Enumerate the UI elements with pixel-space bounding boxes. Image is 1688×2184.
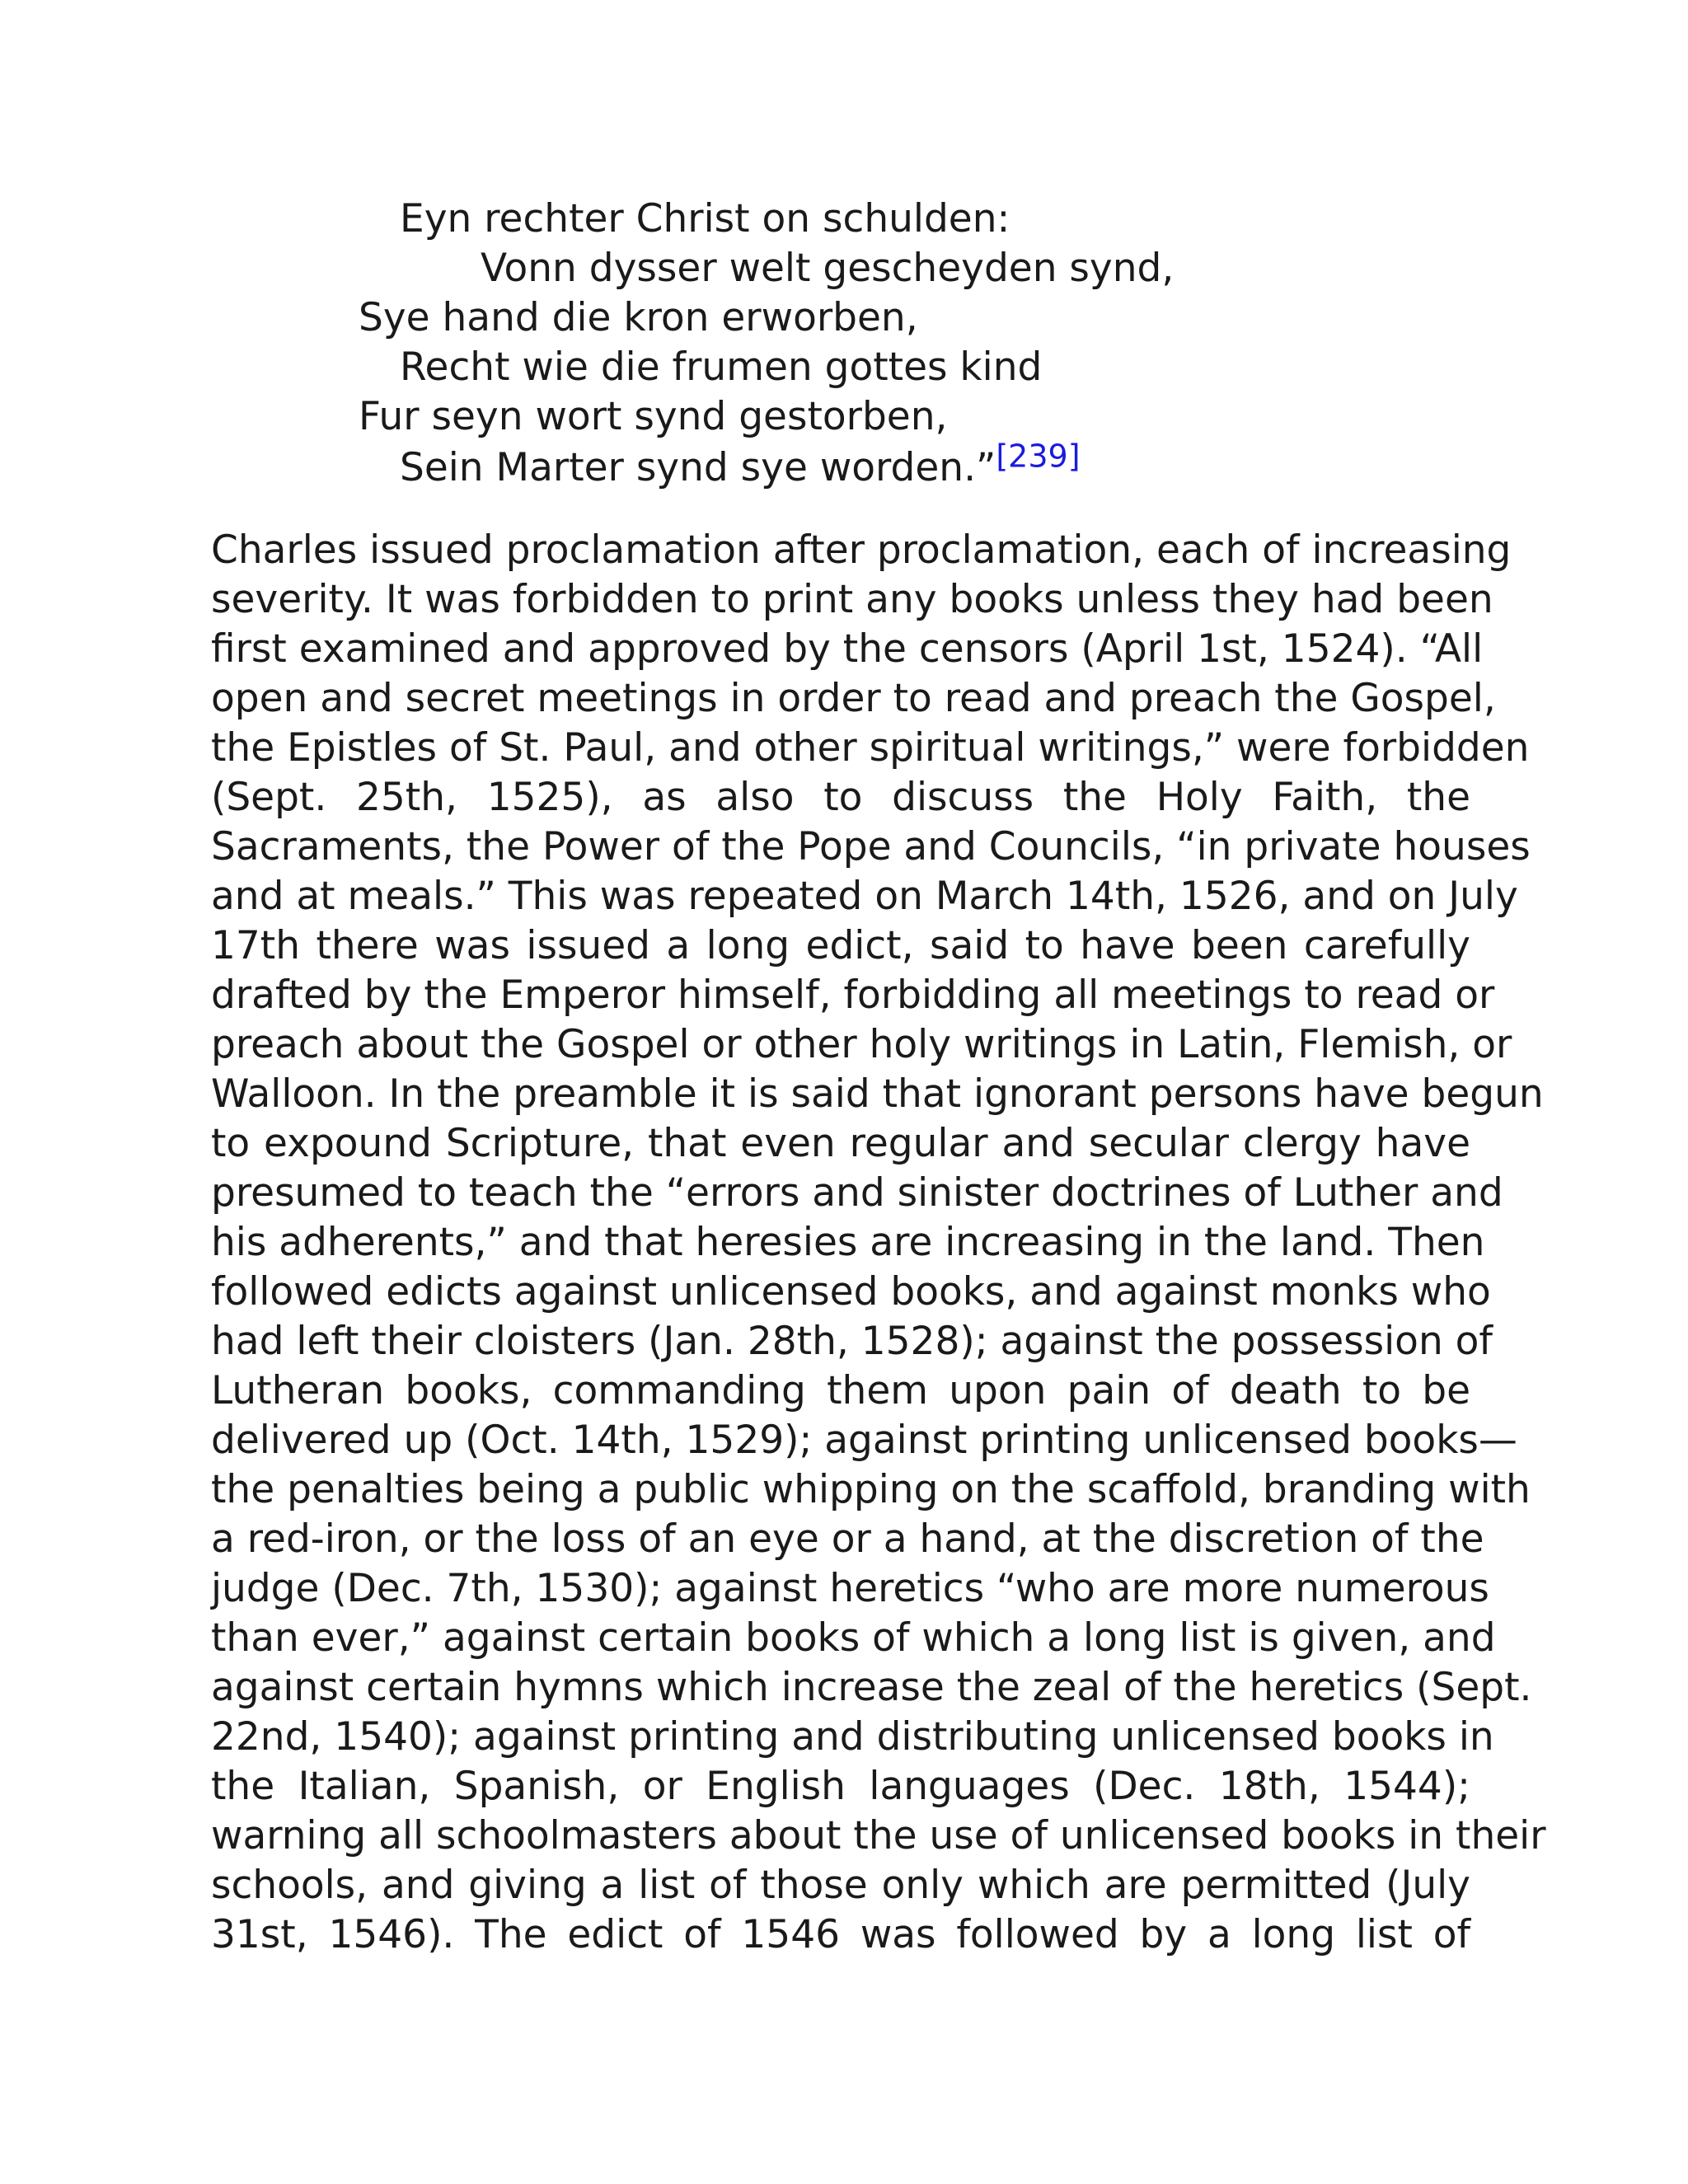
paragraph-line: warning all schoolmasters about the use of unlicensed books in their xyxy=(211,1813,1546,1858)
paragraph-line: the penalties being a public whipping on the scaffold, branding with xyxy=(211,1467,1531,1512)
paragraph-line: delivered up (Oct. 14th, 1529); against printing unlicensed books— xyxy=(211,1418,1517,1463)
footnote-link[interactable]: [239] xyxy=(996,438,1081,475)
paragraph-line: drafted by the Emperor himself, forbidding all meetings to read or xyxy=(211,972,1495,1018)
paragraph-line: open and secret meetings in order to read and preach the Gospel, xyxy=(211,676,1496,721)
paragraph-line: Charles issued proclamation after proclamation, each of increasing xyxy=(211,527,1512,573)
paragraph-line: against certain hymns which increase the zeal of the heretics (Sept. xyxy=(211,1665,1532,1710)
body-paragraph xyxy=(211,526,1546,1960)
paragraph-line: and at meals.” This was repeated on March 14th, 1526, and on July xyxy=(211,874,1518,919)
paragraph-line: first examined and approved by the censors (April 1st, 1524). “All xyxy=(211,626,1484,672)
paragraph-line: 17th there was issued a long edict, said to have been carefully xyxy=(211,923,1470,968)
paragraph-line: than ever,” against certain books of which a long list is given, and xyxy=(211,1615,1496,1661)
poem-line: Fur seyn wort synd gestorben, xyxy=(359,394,948,439)
paragraph-line: severity. It was forbidden to print any books unless they had been xyxy=(211,577,1493,622)
paragraph-line: schools, and giving a list of those only which are permitted (July xyxy=(211,1863,1470,1908)
paragraph-line: to expound Scripture, that even regular and secular clergy have xyxy=(211,1121,1470,1166)
paragraph-line: followed edicts against unlicensed books, and against monks who xyxy=(211,1269,1491,1315)
paragraph-line: the Epistles of St. Paul, and other spiritual writings,” were forbidden xyxy=(211,725,1530,771)
paragraph-line: Walloon. In the preamble it is said that ignorant persons have begun xyxy=(211,1071,1544,1117)
poem-line: Recht wie die frumen gottes kind xyxy=(400,344,1043,390)
poem-line: Vonn dysser welt gescheyden synd, xyxy=(481,246,1175,291)
poem-line: Sye hand die kron erworben, xyxy=(359,295,918,340)
poem-line-last xyxy=(400,438,1081,493)
paragraph-line: Lutheran books, commanding them upon pain of death to be xyxy=(211,1368,1470,1413)
poem-line-text: Sein Marter synd sye worden.” xyxy=(400,445,996,490)
paragraph-line: judge (Dec. 7th, 1530); against heretics “who are more numerous xyxy=(211,1566,1489,1611)
paragraph-line: the Italian, Spanish, or English languages (Dec. 18th, 1544); xyxy=(211,1764,1470,1809)
paragraph-line: a red-iron, or the loss of an eye or a hand, at the discretion of the xyxy=(211,1516,1484,1562)
paragraph-line: 22nd, 1540); against printing and distributing unlicensed books in xyxy=(211,1714,1494,1760)
paragraph-line: presumed to teach the “errors and sinister doctrines of Luther and xyxy=(211,1170,1503,1216)
paragraph-line: his adherents,” and that heresies are increasing in the land. Then xyxy=(211,1220,1485,1265)
paragraph-line: (Sept. 25th, 1525), as also to discuss the Holy Faith, the xyxy=(211,775,1470,820)
paragraph-line: Sacraments, the Power of the Pope and Councils, “in private houses xyxy=(211,824,1531,869)
paragraph-line: had left their cloisters (Jan. 28th, 1528); against the possession of xyxy=(211,1319,1493,1364)
paragraph-line: preach about the Gospel or other holy writings in Latin, Flemish, or xyxy=(211,1022,1512,1067)
paragraph-line: 31st, 1546). The edict of 1546 was followed by a long list of xyxy=(211,1912,1470,1957)
poem-line: Eyn rechter Christ on schulden: xyxy=(400,196,1010,241)
